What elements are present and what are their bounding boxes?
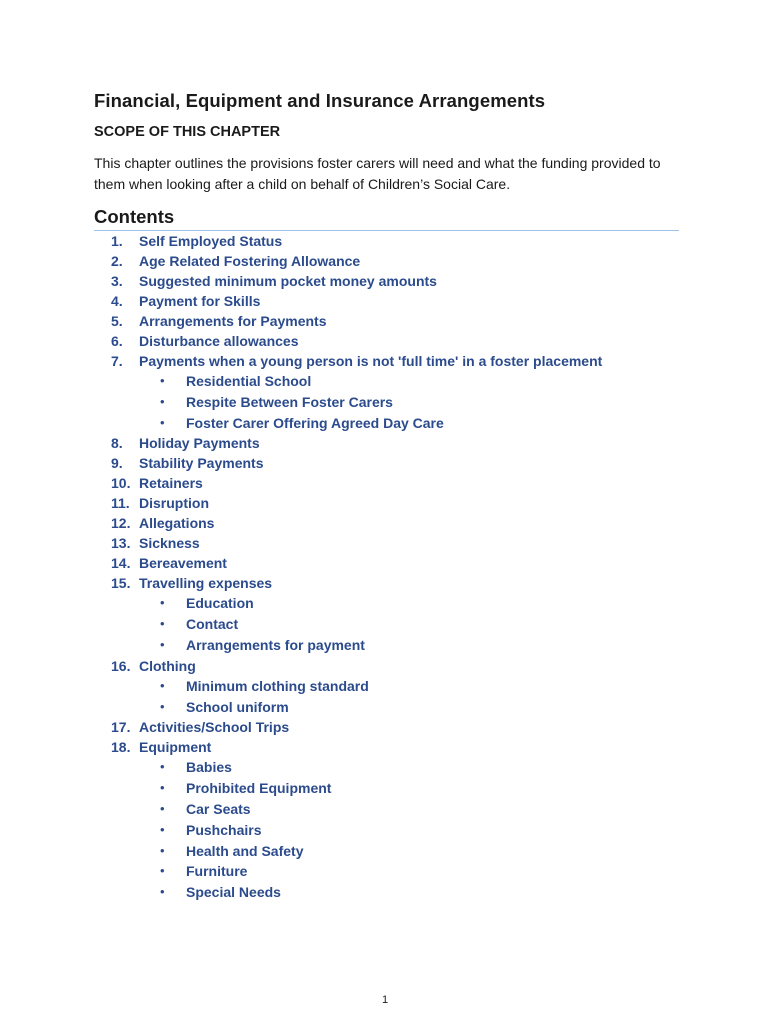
toc-sub-label: Arrangements for payment — [186, 636, 365, 653]
toc-sub-label: Minimum clothing standard — [186, 677, 369, 694]
toc-number: 11. — [111, 495, 130, 512]
bullet-icon: • — [160, 800, 165, 816]
toc-sub-link[interactable] — [0, 820, 770, 841]
toc-link[interactable] — [0, 493, 770, 513]
bullet-icon: • — [160, 842, 165, 858]
toc-link[interactable] — [0, 351, 770, 371]
toc-label: Holiday Payments — [139, 435, 260, 452]
toc-number: 17. — [111, 719, 131, 736]
page-number: 1 — [381, 994, 389, 1006]
toc-number: 6. — [111, 333, 123, 349]
toc-label: Allegations — [139, 515, 215, 532]
toc-link[interactable] — [0, 533, 770, 553]
toc-number: 1. — [111, 233, 123, 249]
toc-link[interactable] — [0, 513, 770, 533]
toc-label: Retainers — [139, 475, 203, 492]
toc-link[interactable] — [0, 717, 770, 737]
intro-paragraph: This chapter outlines the provisions foster carers will need and what the funding provided to them when looking after a child on behalf of Children’s Social Care. — [94, 155, 661, 192]
toc-sub-label: Babies — [186, 759, 232, 776]
toc-sub-link[interactable] — [0, 841, 770, 862]
toc-label: Self Employed Status — [139, 233, 283, 249]
toc-sub-label: Foster Carer Offering Agreed Day Care — [186, 414, 444, 431]
toc-number: 16. — [111, 657, 131, 674]
toc-number: 14. — [111, 555, 131, 572]
toc-label: Payment for Skills — [139, 293, 261, 309]
toc-sub-link[interactable] — [0, 371, 770, 392]
bullet-icon: • — [160, 595, 165, 611]
toc-sub-link[interactable] — [0, 882, 770, 903]
bullet-icon: • — [160, 414, 165, 430]
toc-sub-link[interactable] — [0, 799, 770, 820]
toc-number: 18. — [111, 739, 131, 756]
toc-label: Sickness — [139, 535, 200, 552]
toc-label: Equipment — [139, 739, 212, 756]
bullet-icon: • — [160, 780, 165, 796]
toc-label: Stability Payments — [139, 455, 264, 472]
toc-link[interactable] — [0, 331, 770, 351]
toc-label: Age Related Fostering Allowance — [139, 253, 361, 269]
toc-sub-label: Pushchairs — [186, 821, 262, 838]
scope-heading: SCOPE OF THIS CHAPTER — [94, 124, 281, 140]
toc-number: 13. — [111, 535, 131, 552]
toc-link[interactable] — [0, 553, 770, 573]
toc-sub-label: Contact — [186, 616, 239, 633]
bullet-icon: • — [160, 884, 165, 900]
toc-link[interactable] — [0, 311, 770, 331]
bullet-icon: • — [160, 863, 165, 879]
toc-number: 5. — [111, 313, 123, 329]
toc-sub-link[interactable] — [0, 614, 770, 635]
toc-label: Arrangements for Payments — [139, 313, 327, 329]
toc-label: Payments when a young person is not 'full time' in a foster placement — [139, 353, 603, 369]
toc-number: 10. — [111, 475, 131, 492]
toc-sub-label: Car Seats — [186, 800, 251, 817]
toc-sub-label: Special Needs — [186, 884, 281, 901]
toc-sub-label: School uniform — [186, 698, 289, 715]
toc-number: 15. — [111, 575, 131, 592]
toc-sub-link[interactable] — [0, 392, 770, 413]
toc-sub-label: Respite Between Foster Carers — [186, 393, 393, 410]
bullet-icon: • — [160, 677, 165, 693]
toc-link[interactable] — [0, 737, 770, 757]
page-title: Financial, Equipment and Insurance Arrangements — [94, 90, 546, 111]
toc-number: 8. — [111, 435, 123, 452]
toc-label: Suggested minimum pocket money amounts — [139, 273, 437, 289]
bullet-icon: • — [160, 636, 165, 652]
toc-label: Disruption — [139, 495, 209, 512]
toc-link[interactable] — [0, 453, 770, 473]
toc-sub-link[interactable] — [0, 697, 770, 718]
toc-sub-link[interactable] — [0, 413, 770, 434]
toc-label: Disturbance allowances — [139, 333, 299, 349]
toc-sub-link[interactable] — [0, 861, 770, 882]
toc-link[interactable] — [0, 656, 770, 676]
bullet-icon: • — [160, 373, 165, 388]
table-of-contents — [0, 231, 770, 903]
toc-sub-link[interactable] — [0, 593, 770, 614]
toc-link[interactable] — [0, 271, 770, 291]
toc-sub-link[interactable] — [0, 778, 770, 799]
toc-link[interactable] — [0, 433, 770, 453]
bullet-icon: • — [160, 393, 165, 409]
toc-label: Travelling expenses — [139, 575, 273, 592]
toc-sub-label: Residential School — [186, 373, 312, 389]
toc-number: 9. — [111, 455, 123, 472]
bullet-icon: • — [160, 698, 165, 714]
toc-link[interactable] — [0, 473, 770, 493]
toc-sub-link[interactable] — [0, 757, 770, 778]
toc-number: 12. — [111, 515, 131, 532]
toc-link[interactable] — [0, 251, 770, 271]
toc-sub-label: Education — [186, 595, 254, 612]
contents-heading: Contents — [94, 206, 175, 227]
toc-link[interactable] — [0, 291, 770, 311]
toc-sub-label: Health and Safety — [186, 842, 304, 859]
toc-sub-label: Furniture — [186, 863, 248, 880]
bullet-icon: • — [160, 759, 165, 775]
toc-sub-label: Prohibited Equipment — [186, 780, 332, 797]
toc-number: 7. — [111, 353, 123, 369]
toc-number: 2. — [111, 253, 123, 269]
toc-label: Bereavement — [139, 555, 227, 572]
toc-number: 4. — [111, 293, 123, 309]
toc-label: Clothing — [139, 657, 196, 674]
toc-sub-link[interactable] — [0, 635, 770, 656]
toc-number: 3. — [111, 273, 123, 289]
bullet-icon: • — [160, 616, 165, 632]
toc-sub-link[interactable] — [0, 676, 770, 697]
toc-link[interactable] — [0, 573, 770, 593]
bullet-icon: • — [160, 821, 165, 837]
toc-label: Activities/School Trips — [139, 719, 290, 736]
toc-link[interactable] — [0, 231, 770, 251]
